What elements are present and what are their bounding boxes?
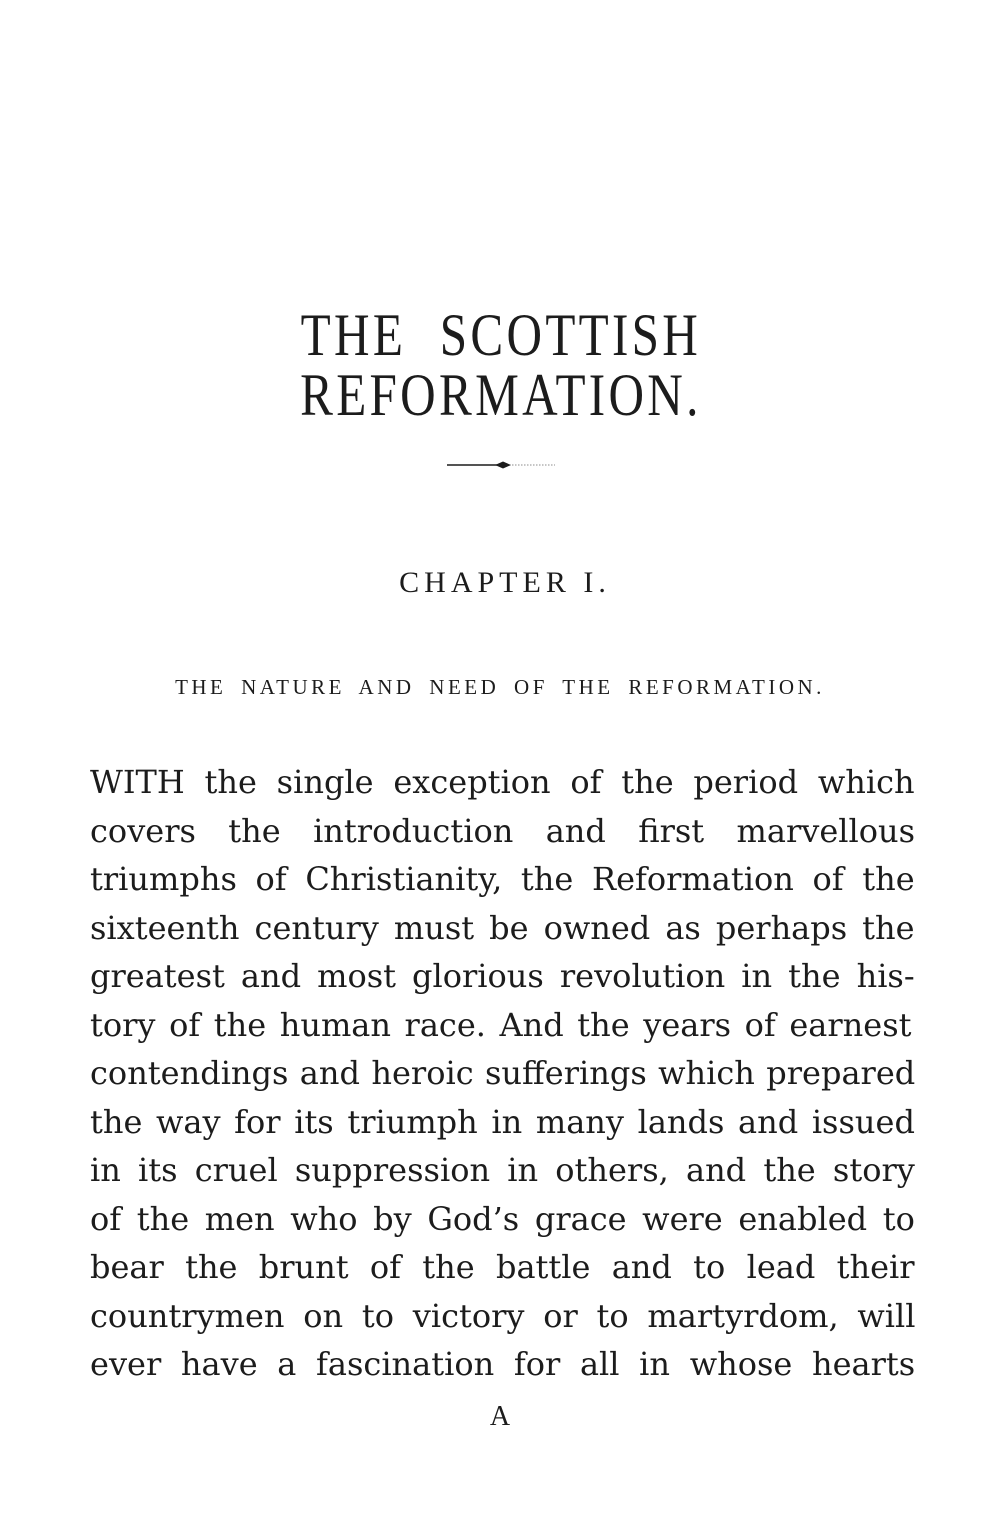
text-line-content: sixteenth century must be owned as perhaps the [90,908,915,947]
text-line [90,1098,915,1147]
body-paragraph [90,758,915,1389]
text-line-content: the single exception of the period which [204,763,915,801]
text-line [90,1001,915,1050]
text-line [90,1292,915,1341]
text-line-content: triumphs of Christianity, the Reformation of the [90,860,915,898]
text-line [90,855,915,904]
chapter-label: CHAPTER I. [399,566,611,599]
text-line-content: of the men who by God’s grace were enabled to [90,1199,915,1238]
text-line [90,952,915,1001]
text-line [90,1049,915,1098]
text-line [90,904,915,953]
text-line-content: ever have a fascination for all in whose hearts [90,1345,915,1383]
signature-mark: A [489,1401,511,1432]
book-title: THE SCOTTISH REFORMATION. [300,302,702,428]
text-line [90,1195,915,1244]
text-line-content: greatest and most glorious revolution in the his- [90,957,915,995]
text-line [90,1340,915,1389]
text-line [90,807,915,856]
text-line-content: tory of the human race. And the years of earnest [90,1005,912,1044]
text-line [90,758,915,807]
text-line-content: covers the introduction and first marvellous [90,811,915,850]
text-line [90,1243,915,1292]
text-line-content: countrymen on to victory or to martyrdom, will [90,1296,915,1335]
chapter-title: THE NATURE AND NEED OF THE REFORMATION. [175,675,825,699]
text-line-content: in its cruel suppression in others, and the story [90,1151,915,1189]
text-line-content: contendings and heroic sufferings which prepared [90,1054,915,1092]
opening-word: WITH [90,763,185,801]
text-line [90,1146,915,1195]
text-line-content: the way for its triumph in many lands and issued [90,1102,915,1141]
ornament-divider-icon [445,455,557,475]
text-line-content: bear the brunt of the battle and to lead their [90,1248,915,1286]
